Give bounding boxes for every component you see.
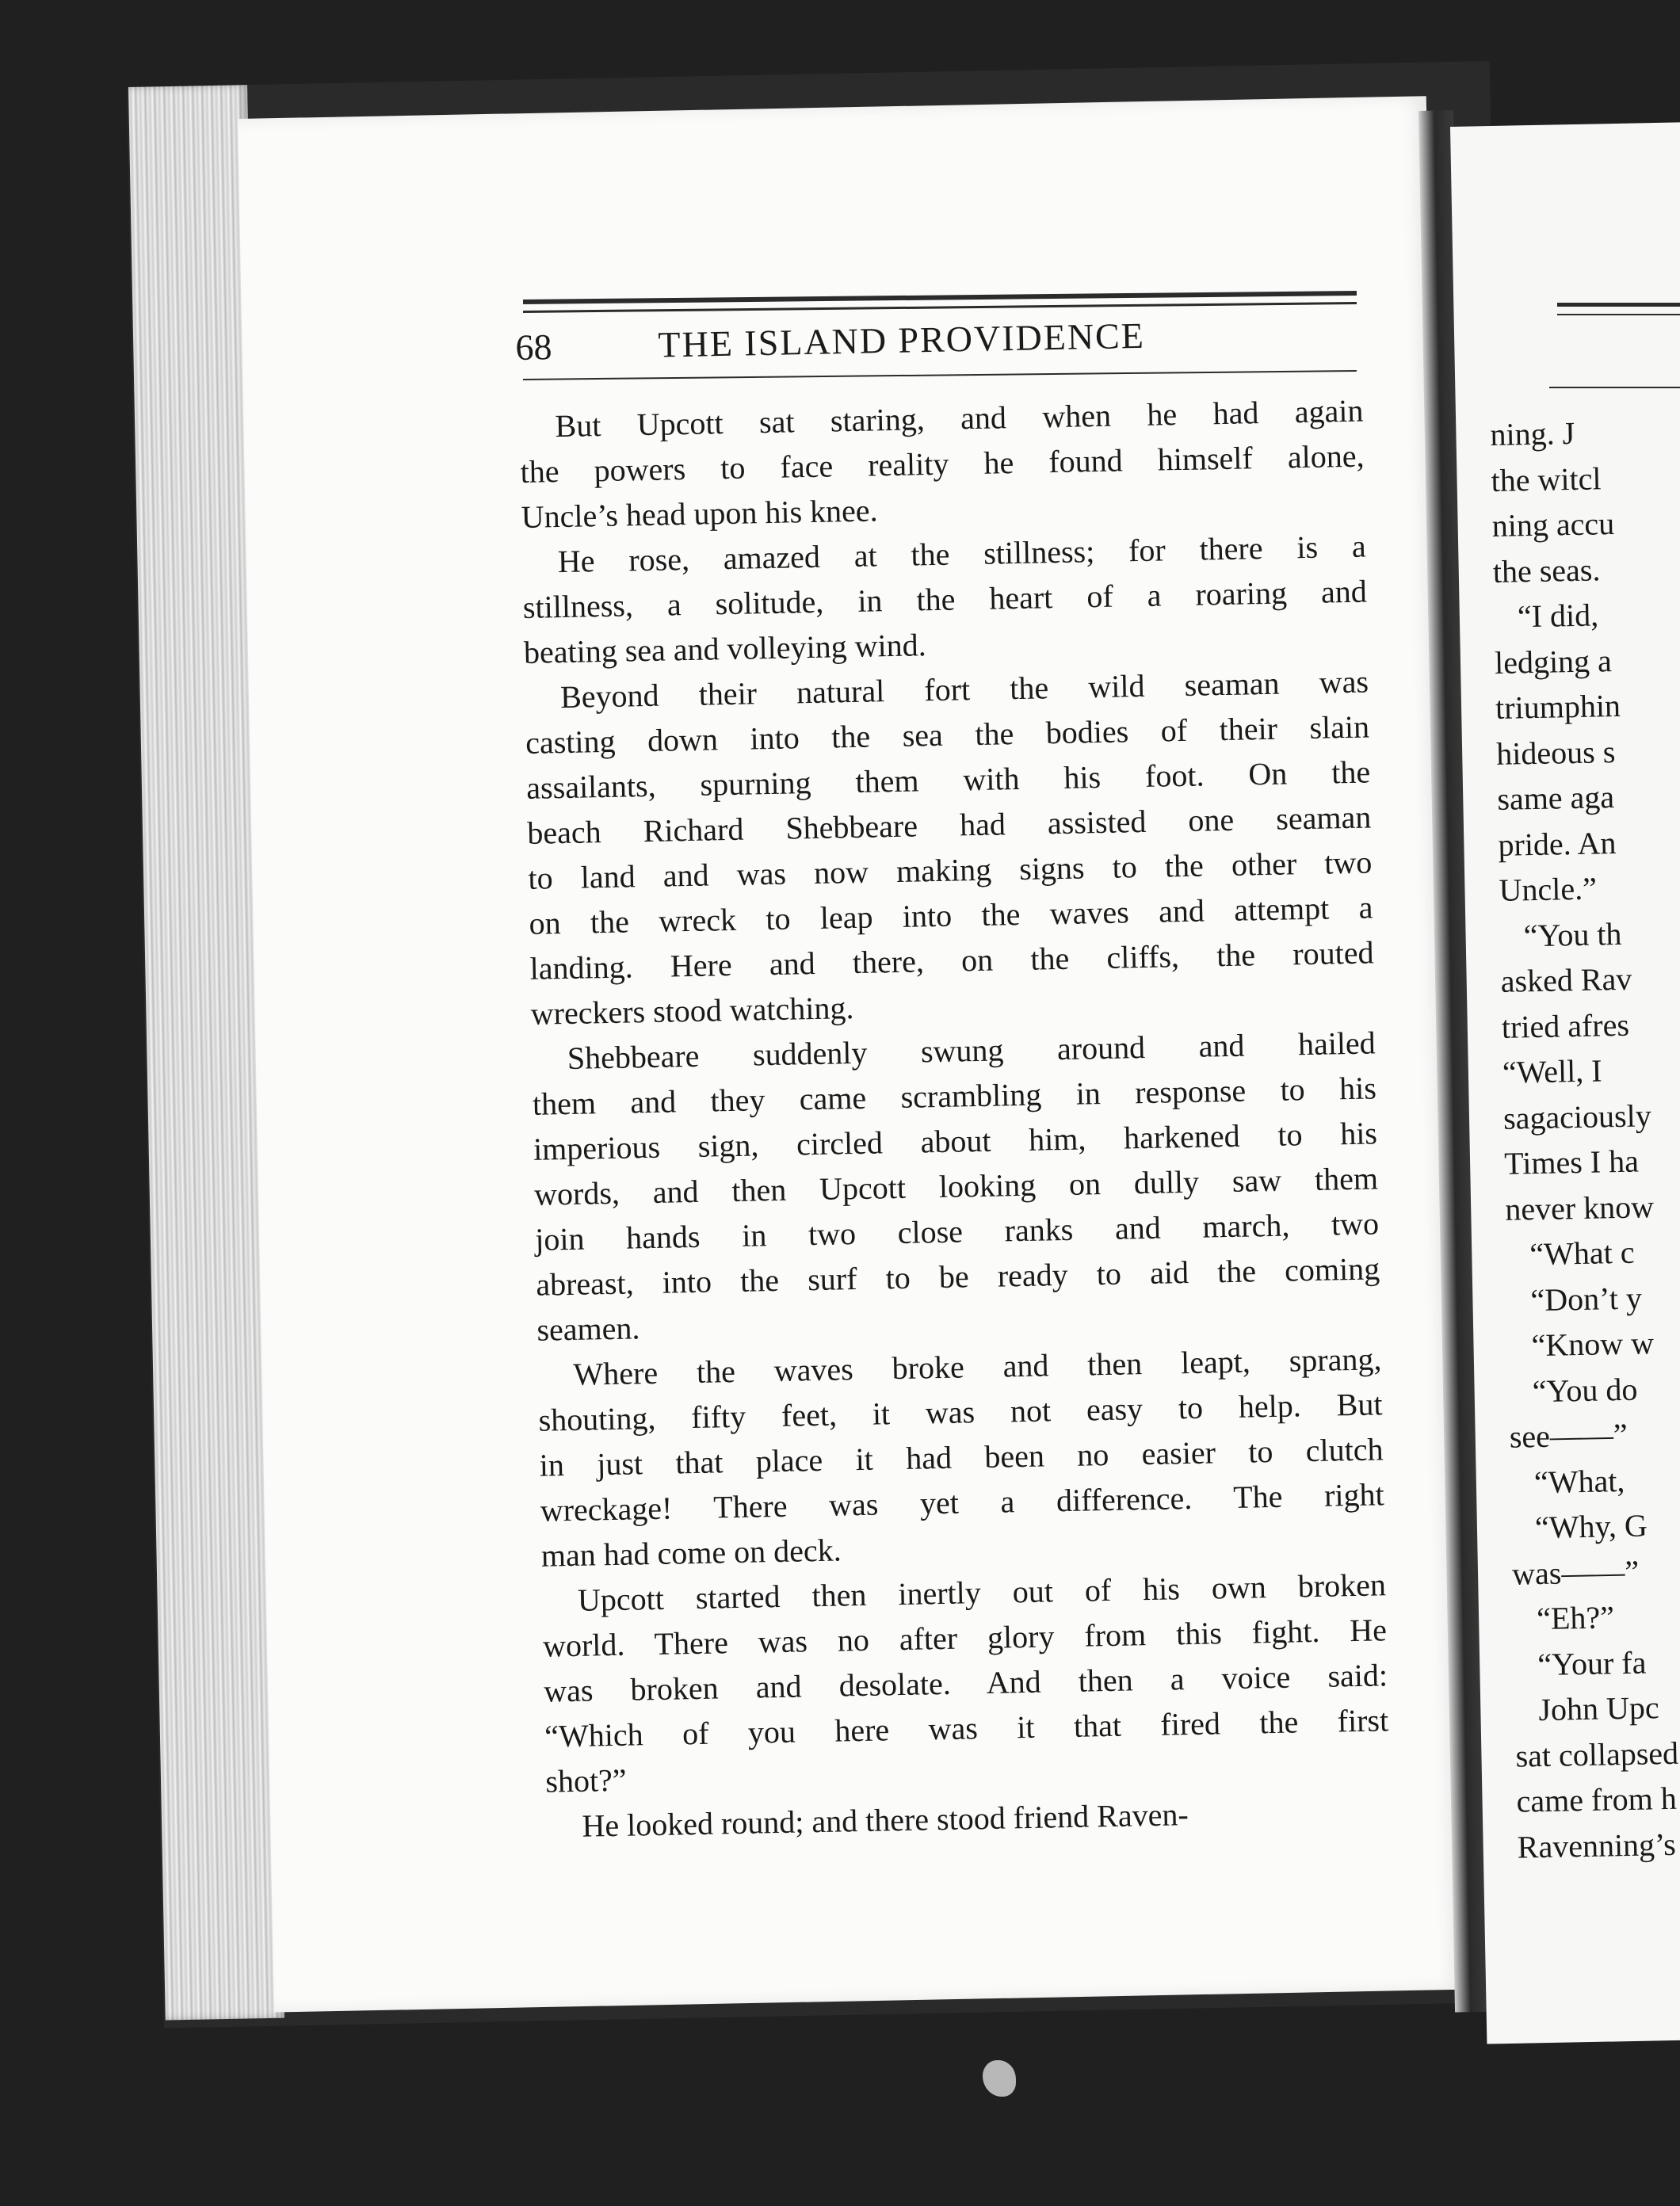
text-line: Uncle’s head upon his knee. — [521, 492, 878, 535]
right-text-line: tried afres — [1501, 1006, 1630, 1045]
text-line: Beyond their natural fort the wild seaman was — [559, 663, 1369, 716]
right-page-text — [1490, 407, 1680, 1870]
text-line: on the wreck to leap into the waves and attempt a — [529, 889, 1373, 941]
text-line: wreckage! There was yet a difference. The right — [540, 1476, 1385, 1529]
right-text-line: ning accu — [1491, 506, 1615, 544]
right-text-line: never know — [1504, 1188, 1655, 1227]
text-line: He looked round; and there stood friend Raven- — [582, 1796, 1189, 1844]
right-text-line: the seas. — [1492, 551, 1601, 590]
text-line: casting down into the sea the bodies of their slain — [525, 708, 1370, 761]
text-line: words, and then Upcott looking on dully saw them — [533, 1160, 1379, 1212]
text-line: Shebbeare suddenly swung around and hailed — [567, 1025, 1376, 1076]
right-text-line: Uncle.” — [1499, 870, 1598, 908]
text-line: “Which of you here was it that fired the first — [544, 1702, 1389, 1754]
right-text-line: “What c — [1529, 1234, 1635, 1273]
scan-smudge — [983, 2060, 1016, 2097]
right-text-line: “Your fa — [1537, 1644, 1647, 1682]
right-text-line: Ravenning’s — [1517, 1826, 1677, 1865]
text-line: seamen. — [536, 1310, 640, 1348]
text-line: assailants, spurning them with his foot. On the — [525, 754, 1371, 806]
right-header-double-rule-thin — [1557, 314, 1680, 315]
right-text-line: was——” — [1511, 1553, 1640, 1592]
text-line: was broken and desolate. And then a voice said: — [543, 1657, 1388, 1709]
right-text-line: “What, — [1533, 1462, 1625, 1500]
text-line: imperious sign, circled about him, harkened to his — [533, 1115, 1378, 1167]
text-line: He rose, amazed at the stillness; for there is a — [557, 528, 1367, 580]
right-text-line: “You th — [1523, 915, 1622, 953]
text-line: beating sea and volleying wind. — [523, 627, 927, 670]
right-text-line: sat collapsed — [1515, 1735, 1679, 1774]
right-text-line: ledging a — [1494, 642, 1613, 681]
right-text-line: “I did, — [1517, 597, 1599, 635]
text-line: in just that place it had been no easier to clutch — [539, 1431, 1384, 1483]
body-text — [519, 388, 1391, 1849]
text-line: landing. Here and there, on the cliffs, the routed — [529, 934, 1374, 987]
text-line: the powers to face reality he found himself alone, — [520, 437, 1365, 490]
right-text-line: sagaciously — [1502, 1097, 1652, 1136]
right-header-double-rule — [1557, 303, 1680, 307]
text-line: wreckers stood watching. — [530, 990, 854, 1032]
text-line: abreast, into the surf to be ready to aid the coming — [535, 1250, 1380, 1303]
right-text-line: “Don’t y — [1530, 1280, 1643, 1318]
text-line: to land and was now making signs to the other two — [528, 844, 1373, 896]
right-text-line: John Upc — [1538, 1689, 1660, 1728]
text-line: world. There was no after glory from this fight. He — [542, 1612, 1388, 1664]
text-line: shouting, fifty feet, it was not easy to help. But — [538, 1386, 1383, 1438]
right-text-line: pride. An — [1498, 824, 1617, 863]
right-header-underline — [1549, 387, 1680, 388]
text-line: join hands in two close ranks and march, two — [534, 1205, 1380, 1258]
right-text-line: “Eh?” — [1536, 1599, 1615, 1637]
text-line: Where the waves broke and then leapt, sprang, — [573, 1341, 1382, 1392]
text-line: But Upcott sat staring, and when he had again — [555, 392, 1364, 445]
right-text-line: came from h — [1516, 1780, 1678, 1819]
text-line: beach Richard Shebbeare had assisted one seaman — [526, 799, 1372, 851]
right-text-line: asked Rav — [1500, 960, 1632, 999]
text-line: man had come on deck. — [540, 1532, 842, 1574]
right-text-line: hideous s — [1495, 733, 1616, 772]
text-line: shot?” — [544, 1761, 627, 1800]
text-line: them and they came scrambling in response to his — [532, 1070, 1377, 1122]
right-text-line: the witcl — [1491, 460, 1602, 498]
right-text-line: same aga — [1496, 779, 1615, 817]
right-text-line: “Know w — [1531, 1325, 1655, 1364]
right-text-line: ning. J — [1490, 414, 1575, 452]
right-text-line: see——” — [1509, 1416, 1628, 1455]
right-text-line: Times I ha — [1503, 1143, 1640, 1181]
text-line: Upcott started then inertly out of his own broken — [577, 1567, 1387, 1618]
right-text-line: “Why, G — [1534, 1507, 1648, 1546]
right-text-line: triumphin — [1495, 687, 1621, 726]
right-text-line: “Well, I — [1502, 1052, 1603, 1090]
page-number: 68 — [515, 326, 552, 368]
text-line: stillness, a solitude, in the heart of a roaring and — [522, 573, 1368, 625]
running-head-title: THE ISLAND PROVIDENCE — [657, 315, 1146, 365]
right-text-line: “You do — [1532, 1371, 1638, 1409]
